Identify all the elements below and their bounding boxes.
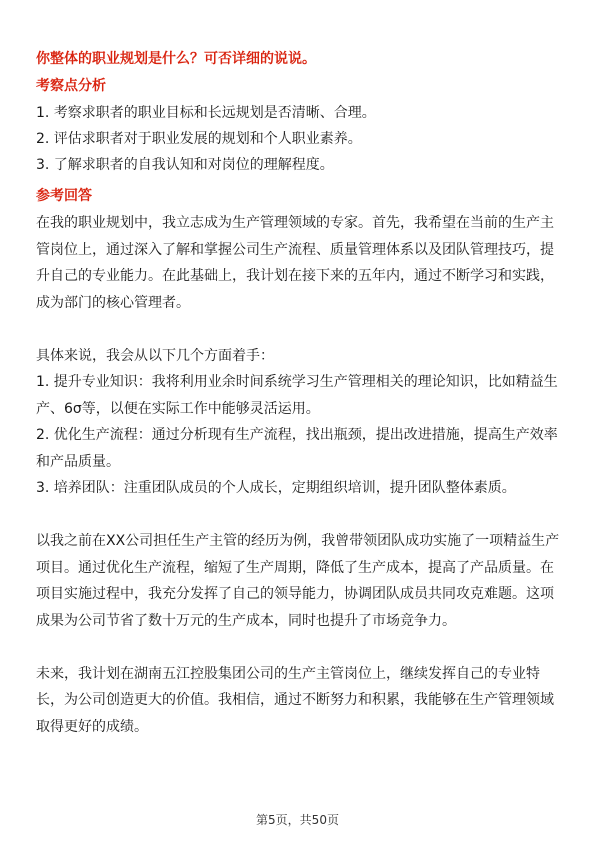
answer-body xyxy=(36,210,560,740)
approach-list xyxy=(36,369,560,502)
analysis-heading: 考察点分析 xyxy=(36,78,106,94)
analysis-item: 1. 考察求职者的职业目标和长远规划是否清晰、合理。 xyxy=(36,105,376,121)
answer-paragraph: 在我的职业规划中，我立志成为生产管理领域的专家。首先，我希望在当前的生产主管岗位上，通过深入了解和掌握公司生产流程、质量管理体系以及团队管理技巧，提升自己的专业能力。在此基础上，我计划在接下来的五年内，通过不断学习和实践，成为部门的核心管理者。 xyxy=(36,215,554,311)
answer-paragraph: 以我之前在XX公司担任生产主管的经历为例，我曾带领团队成功实施了一项精益生产项目。通过优化生产流程，缩短了生产周期，降低了生产成本，提高了产品质量。在项目实施过程中，我充分发挥了自己的领导能力，协调团队成员共同攻克难题。这项成果为公司节省了数十万元的生产成本，同时也提升了市场竞争力。 xyxy=(36,533,560,629)
page-content xyxy=(36,48,560,767)
answer-approach-intro: 具体来说，我会从以下几个方面着手： xyxy=(36,347,274,364)
answer-paragraph: 未来，我计划在湖南五江控股集团公司的生产主管岗位上，继续发挥自己的专业特长，为公司创造更大的价值。我相信，通过不断努力和积累，我能够在生产管理领域取得更好的成绩。 xyxy=(36,665,554,735)
page-number-footer: 第5页，共50页 xyxy=(256,813,339,827)
interview-question: 你整体的职业规划是什么？可否详细的说说。 xyxy=(36,51,316,67)
analysis-item: 3. 了解求职者的自我认知和对岗位的理解程度。 xyxy=(36,157,334,173)
analysis-list xyxy=(36,100,560,178)
approach-item: 1. 提升专业知识：我将利用业余时间系统学习生产管理相关的理论知识，比如精益生产、6σ等，以便在实际工作中能够灵活运用。 xyxy=(36,374,558,417)
approach-item: 3. 培养团队：注重团队成员的个人成长，定期组织培训，提升团队整体素质。 xyxy=(36,480,516,496)
approach-item: 2. 优化生产流程：通过分析现有生产流程，找出瓶颈，提出改进措施，提高生产效率和产品质量。 xyxy=(36,427,558,470)
analysis-item: 2. 评估求职者对于职业发展的规划和个人职业素养。 xyxy=(36,131,362,147)
answer-heading: 参考回答 xyxy=(36,188,92,204)
